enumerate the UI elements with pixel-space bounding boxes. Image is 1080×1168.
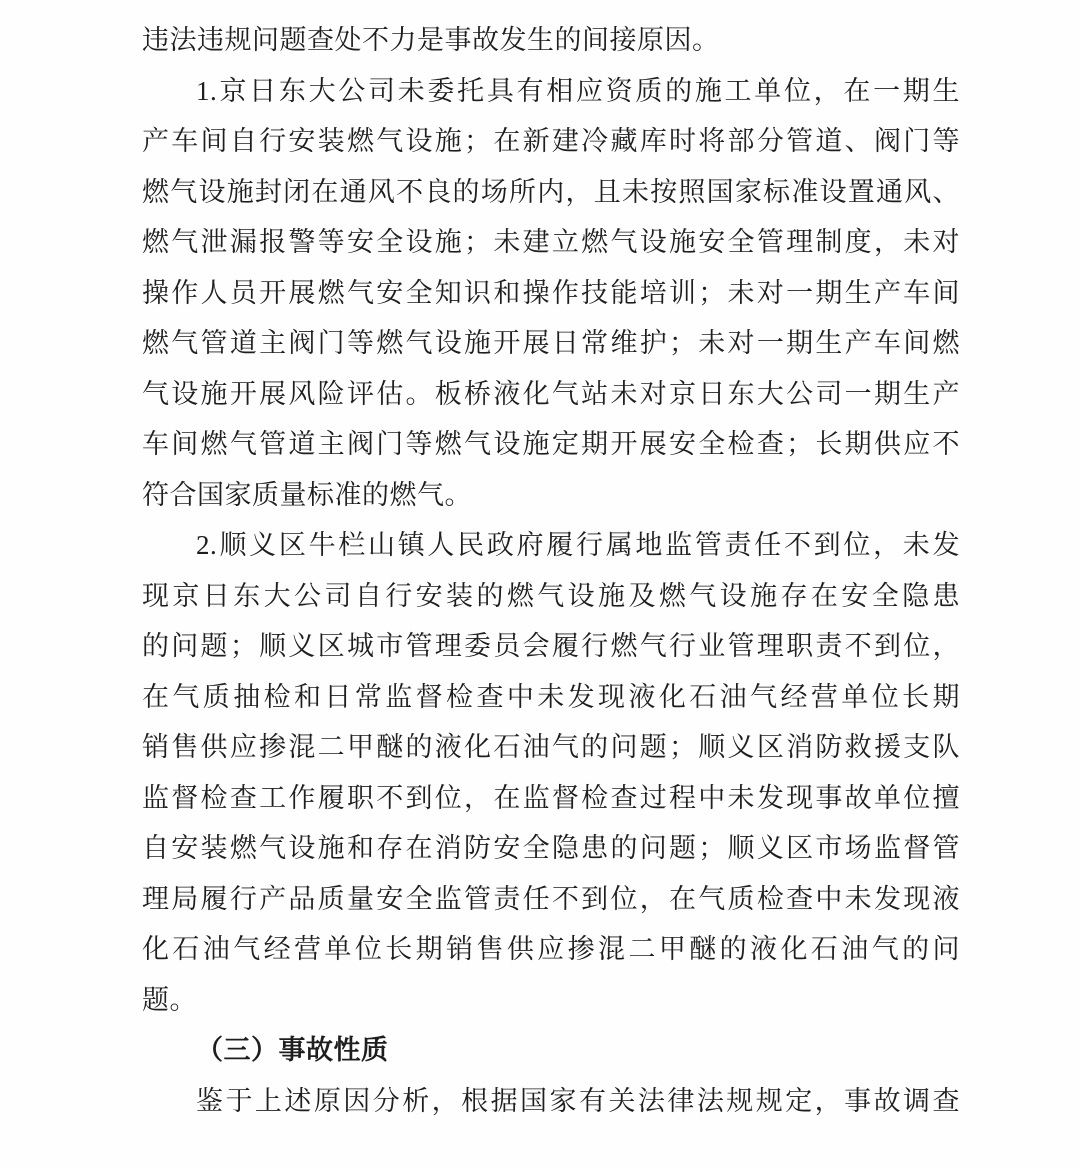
- text-line: 符合国家质量标准的燃气。: [142, 479, 472, 510]
- text-line: 的问题；顺义区城市管理委员会履行燃气行业管理职责不到位，: [142, 631, 960, 661]
- text-line: 销售供应掺混二甲醚的液化石油气的问题；顺义区消防救援支队: [142, 732, 960, 762]
- text-line: 产车间自行安装燃气设施；在新建冷藏库时将部分管道、阀门等: [142, 126, 960, 156]
- text-line: 燃气设施封闭在通风不良的场所内，且未按照国家标准设置通风、: [142, 176, 960, 207]
- text-line: 燃气泄漏报警等安全设施；未建立燃气设施安全管理制度，未对: [142, 227, 960, 257]
- text-line: 气设施开展风险评估。板桥液化气站未对京日东大公司一期生产: [142, 378, 960, 409]
- text-line: 违法违规问题查处不力是事故发生的间接原因。: [142, 25, 720, 55]
- text-line: 操作人员开展燃气安全知识和操作技能培训；未对一期生产车间: [142, 277, 960, 308]
- text-line: 化石油气经营单位长期销售供应掺混二甲醚的液化石油气的问: [142, 934, 960, 964]
- text-line: 监督检查工作履职不到位，在监督检查过程中未发现事故单位擅: [142, 782, 960, 813]
- text-line: 理局履行产品质量安全监管责任不到位，在气质检查中未发现液: [142, 883, 960, 914]
- section-heading: （三）事故性质: [196, 1035, 389, 1065]
- text-line: 在气质抽检和日常监督检查中未发现液化石油气经营单位长期: [142, 681, 960, 712]
- text-line: 自安装燃气设施和存在消防安全隐患的问题；顺义区市场监督管: [142, 833, 960, 863]
- text-line: 题。: [142, 984, 197, 1015]
- text-line: 现京日东大公司自行安装的燃气设施及燃气设施存在安全隐患: [142, 580, 960, 611]
- text-line: 车间燃气管道主阀门等燃气设施定期开展安全检查；长期供应不: [142, 429, 960, 459]
- text-line: 1.京日东大公司未委托具有相应资质的施工单位，在一期生: [196, 75, 960, 106]
- text-line: 鉴于上述原因分析，根据国家有关法律法规规定，事故调查: [196, 1085, 960, 1116]
- document-body: [142, 15, 960, 1126]
- text-line: 燃气管道主阀门等燃气设施开展日常维护；未对一期生产车间燃: [142, 328, 960, 358]
- text-line: 2.顺义区牛栏山镇人民政府履行属地监管责任不到位，未发: [196, 530, 960, 560]
